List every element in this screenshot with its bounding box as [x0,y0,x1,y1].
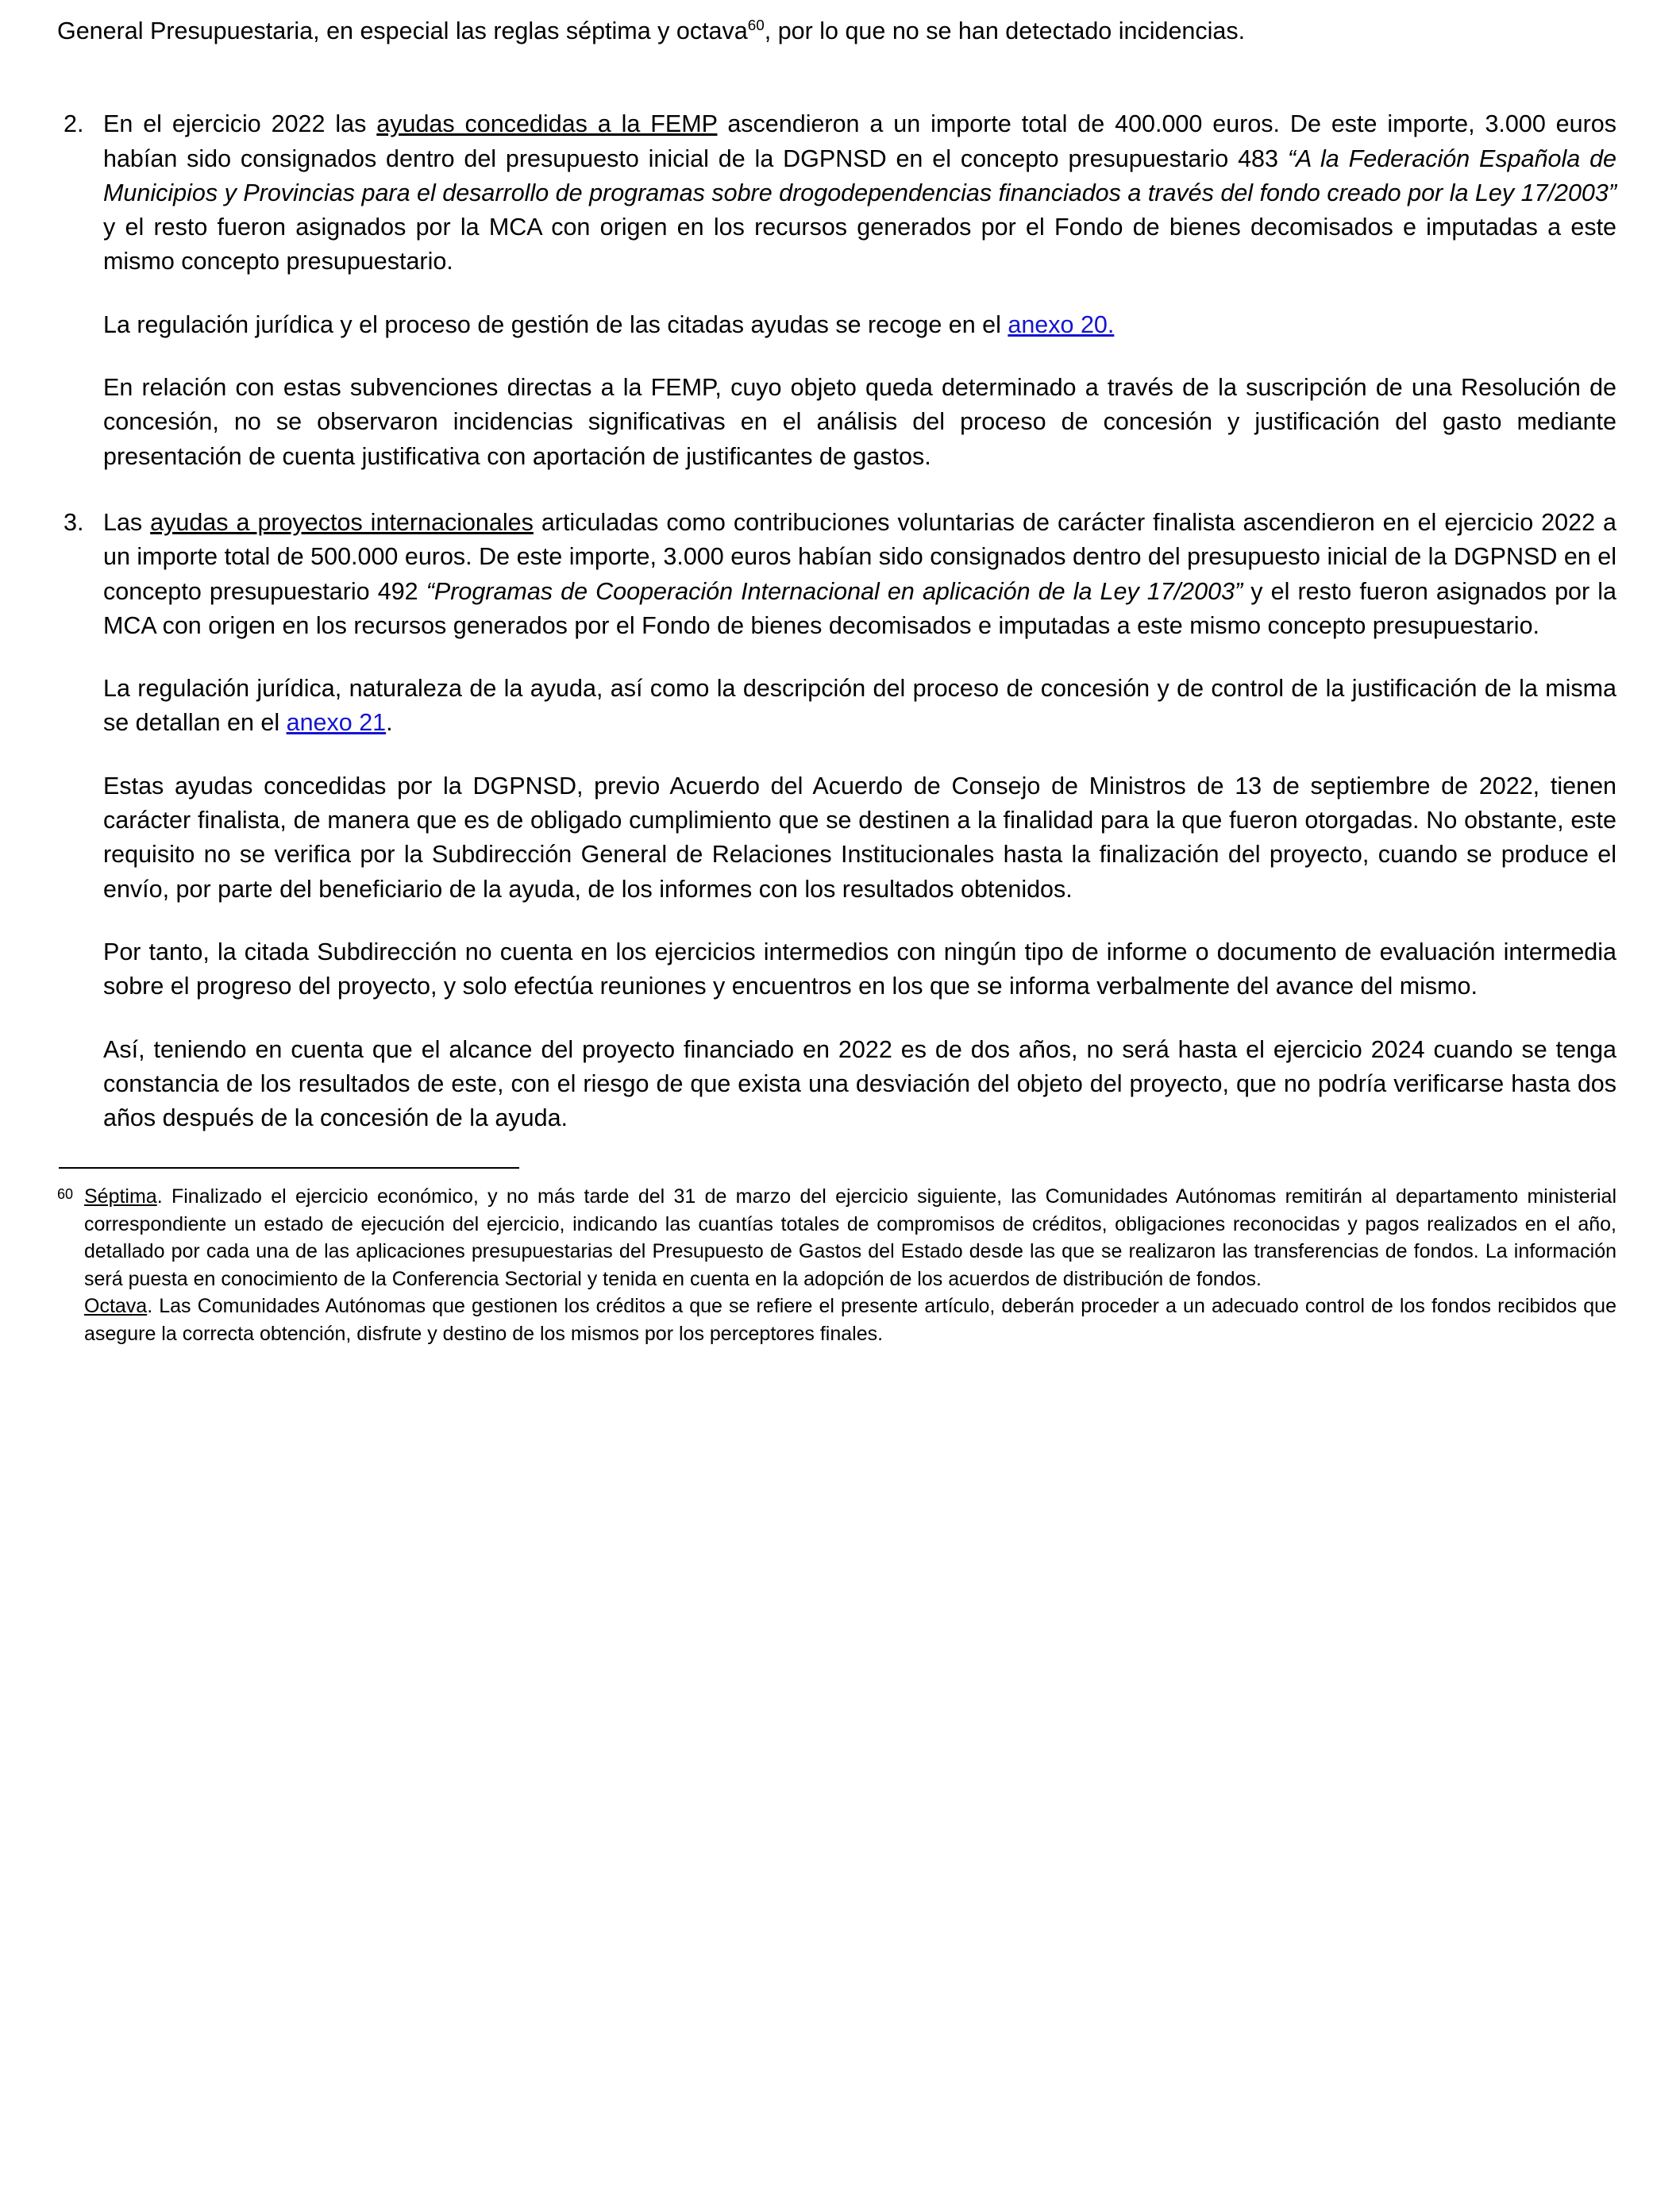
numbered-item-3 [57,506,1616,643]
item-3-paragraph [103,506,1616,643]
underlined-phrase: ayudas concedidas a la FEMP [376,110,718,138]
underlined-phrase: Octava [84,1295,148,1318]
text-run: ascendieron a un importe total de 400.000 euros. De este importe, 3.000 euros habían sido consignados dentro del presupuesto inicial de la DGPNSD en el concepto presupuestario 483 [103,110,1616,172]
footnote-area [57,1183,1616,1347]
item-3-subparagraph-2 [103,769,1616,907]
item-2-paragraph [103,107,1616,279]
text-run: articuladas como contribuciones voluntarias de carácter finalista ascendieron en el ejercicio 2022 a un importe total de 500.000 euros. De este importe, 3.000 euros habían sido consignados dentro del presupuesto inicial de la DGPNSD en el concepto presupuestario 492 [103,508,1616,605]
item-3-subparagraph-3-wrap [103,935,1616,1004]
spacer [57,342,1616,371]
underlined-phrase: ayudas a proyectos internacionales [150,508,534,536]
text-run: Estas ayudas concedidas por la DGPNSD, previo Acuerdo del Acuerdo de Consejo de Ministros de 13 de septiembre de 2022, tienen carácter finalista, de manera que es de obligado cumplimiento que se destinen a la finalidad para la que fueron otorgadas. No obstante, este requisito no se verifica por la Subdirección General de Relaciones Institucionales hasta la finalización del proyecto, cuando se produce el envío, por parte del beneficiario de la ayuda, de los informes con los resultados obtenidos. [103,772,1616,903]
spacer [57,741,1616,769]
item-2-subparagraph-1 [103,308,1616,342]
continuation-paragraph [57,14,1616,48]
footnote-mark-60: 60 [57,1186,74,1203]
item-number-2: 2. [64,110,84,138]
item-3-subparagraph-1 [103,672,1616,741]
item-2-subparagraph-2-wrap [103,371,1616,474]
numbered-item-2 [57,107,1616,279]
footnote-60 [57,1183,1616,1293]
item-3-subparagraph-1-wrap [103,672,1616,741]
text-run: . Finalizado el ejercicio económico, y no más tarde del 31 de marzo del ejercicio siguiente, las Comunidades Autónomas remitirán al departamento ministerial correspondiente un estado de ejecución del ejercicio, indicando las cuantías totales de compromisos de créditos, obligaciones reconocidas y pagos realizados en el año, detallado por cada una de las aplicaciones presupuestarias del Presupuesto de Gastos del Estado desde las que se realizaron las transferencias de fondos. La información será puesta en conocimiento de la Conferencia Sectorial y tenida en cuenta en la adopción de los acuerdos de distribución de fondos. [84,1185,1616,1290]
underlined-phrase: Séptima [84,1185,157,1208]
text-run: . [386,709,393,737]
italic-quote: “Programas de Cooperación Internacional en aplicación de la Ley 17/2003” [426,577,1243,605]
text-run: Por tanto, la citada Subdirección no cuenta en los ejercicios intermedios con ningún tipo de informe o documento de evaluación intermedia sobre el progreso del proyecto, y solo efectúa reuniones y encuentros en los que se informa verbalmente del avance del mismo. [103,938,1616,1000]
item-3-subparagraph-3 [103,935,1616,1004]
text-run: Las [103,508,151,536]
text-run: y el resto fueron asignados por la MCA con origen en los recursos generados por el Fondo de bienes decomisados e imputadas a este mismo concepto presupuestario. [103,577,1616,639]
cross-reference-link[interactable]: anexo 20. [1008,310,1115,338]
footnote-separator [59,1167,519,1169]
text-run: La regulación jurídica, naturaleza de la ayuda, así como la descripción del proceso de concesión y de control de la justificación de la misma se detallan en el [103,675,1616,737]
continuation-text-before: General Presupuestaria, en especial las reglas séptima y octava [57,17,748,44]
footnote-octava-text [84,1293,1616,1347]
cross-reference-link[interactable]: anexo 21 [286,709,387,737]
continuation-text-after: , por lo que no se han detectado incidencias. [764,17,1246,44]
item-2-subparagraph-2 [103,371,1616,474]
footnote-octava [84,1293,1616,1347]
spacer [57,1004,1616,1033]
spacer [57,907,1616,935]
italic-quote: “A la Federación Española de Municipios y Provincias para el desarrollo de programas sobre drogodependencias financiados a través del fondo creado por la Ley 17/2003” [103,144,1617,206]
spacer [57,474,1616,506]
item-number-3: 3. [64,508,84,536]
text-run: La regulación jurídica y el proceso de gestión de las citadas ayudas se recoge en el [103,310,1008,338]
spacer [57,75,1616,107]
footnote-reference-60: 60 [747,17,765,34]
text-run: y el resto fueron asignados por la MCA con origen en los recursos generados por el Fondo de bienes decomisados e imputadas a este mismo concepto presupuestario. [103,214,1616,276]
text-run: Así, teniendo en cuenta que el alcance del proyecto financiado en 2022 es de dos años, no será hasta el ejercicio 2024 cuando se tenga constancia de los resultados de este, con el riesgo de que exista una desviación del objeto del proyecto, que no podría verificarse hasta dos años después de la concesión de la ayuda. [103,1035,1616,1132]
item-3-subparagraph-4 [103,1033,1616,1136]
text-run: En relación con estas subvenciones directas a la FEMP, cuyo objeto queda determinado a través de la suscripción de una Resolución de concesión, no se observaron incidencias significativas en el análisis del proceso de concesión y justificación del gasto mediante presentación de cuenta justificativa con aportación de justificantes de gastos. [103,374,1616,470]
text-run: En el ejercicio 2022 las [103,110,377,138]
text-run: . Las Comunidades Autónomas que gestionen los créditos a que se refiere el presente artículo, deberán proceder a un adecuado control de los fondos recibidos que asegure la correcta obtención, disfrute y destino de los mismos por los perceptores finales. [84,1295,1616,1345]
item-3-subparagraph-2-wrap [103,769,1616,907]
item-2-subparagraph-1-wrap [103,308,1616,342]
footnote-60-text [84,1183,1616,1293]
spacer [57,643,1616,672]
spacer [57,279,1616,308]
item-3-subparagraph-4-wrap [103,1033,1616,1136]
